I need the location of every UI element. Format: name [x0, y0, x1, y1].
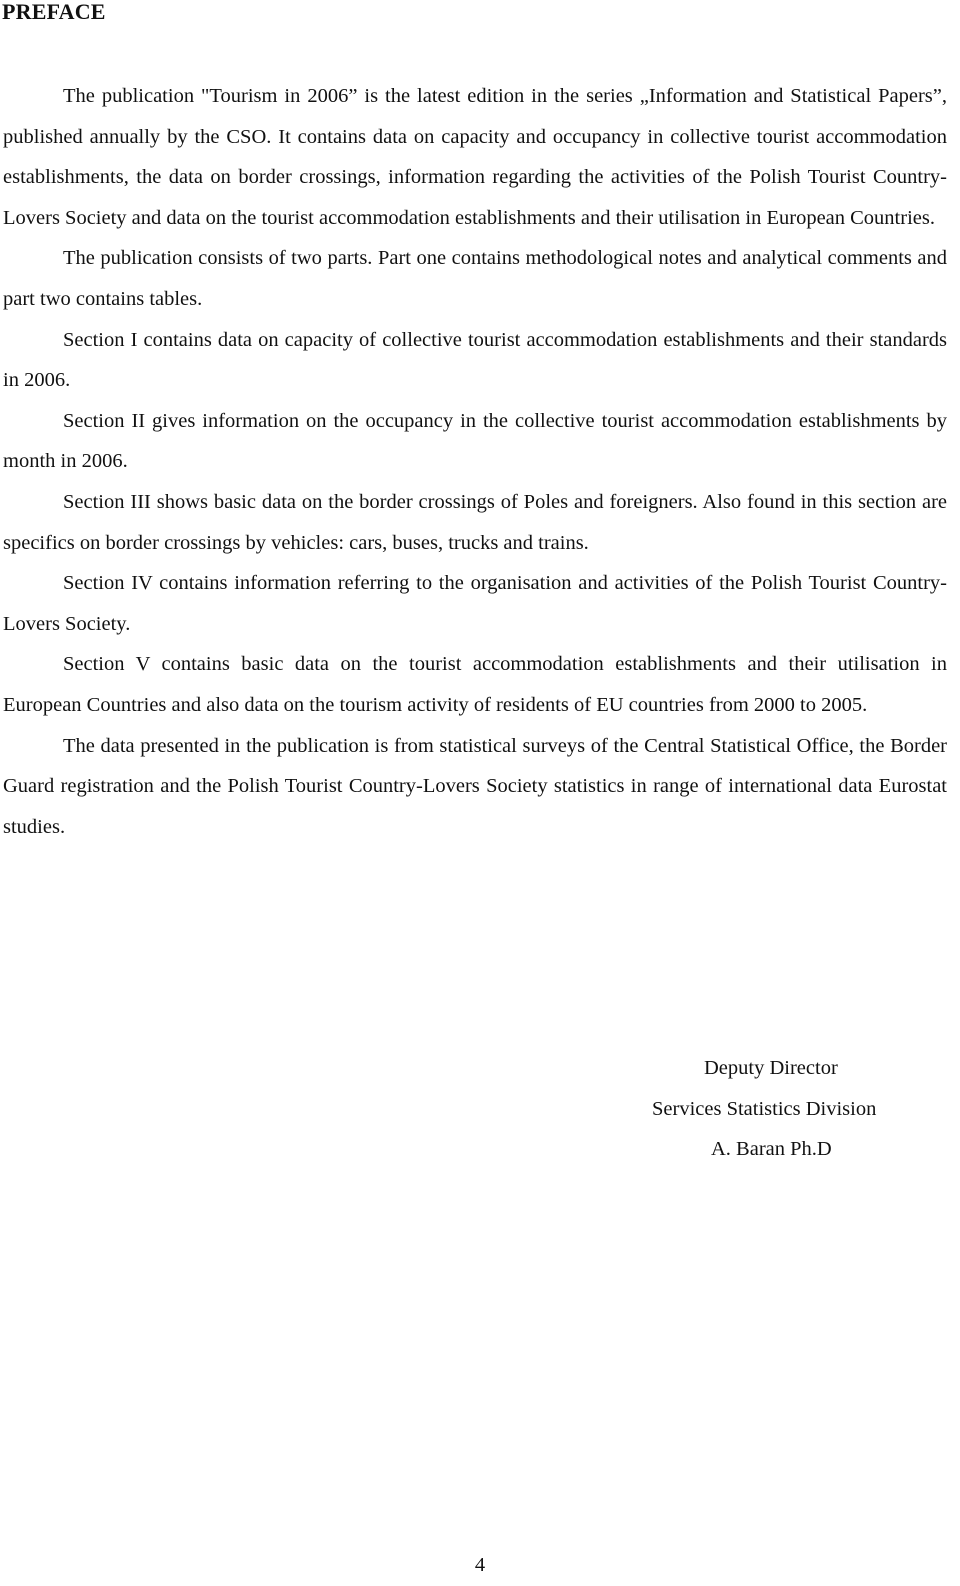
paragraph-section-2: Section II gives information on the occupancy in the collective tourist accommodation establishments by month in 2006. [3, 409, 947, 473]
preface-body [3, 76, 947, 847]
signature-block [600, 1048, 960, 1170]
paragraph-section-1: Section I contains data on capacity of collective tourist accommodation establishments and their standards in 2006. [3, 328, 947, 392]
paragraph-data-sources: The data presented in the publication is from statistical surveys of the Central Statistical Office, the Border Guard registration and the Polish Tourist Country-Lovers Society statistics in range of international data Eurostat studies. [3, 734, 947, 838]
signature-division: Services Statistics Division [652, 1097, 877, 1120]
paragraph-section-4: Section IV contains information referring to the organisation and activities of the Polish Tourist Country-Lovers Society. [3, 572, 947, 635]
page-title: PREFACE [2, 0, 106, 24]
signature-title: Deputy Director [704, 1057, 838, 1079]
paragraph-section-5: Section V contains basic data on the tourist accommodation establishments and their utilisation in European Countries and also data on the tourism activity of residents of EU countries from 2000 to 2005. [3, 653, 947, 716]
paragraph-section-3: Section III shows basic data on the border crossings of Poles and foreigners. Also found in this section are specifics on border crossings by vehicles: cars, buses, trucks and trains. [3, 490, 947, 554]
paragraph-parts: The publication consists of two parts. Part one contains methodological notes and analytical comments and part two contains tables. [3, 247, 947, 310]
signature-name: A. Baran Ph.D [711, 1138, 832, 1161]
paragraph-intro: The publication "Tourism in 2006” is the latest edition in the series „Information and Statistical Papers”, published annually by the CSO. It contains data on capacity and occupancy in collective tourist accommodation establishments, the data on border crossings, information regarding the activities of the Polish Tourist Country-Lovers Society and data on the tourist accommodation establishments and their utilisation in European Countries. [3, 85, 947, 229]
page-number: 4 [474, 1554, 486, 1576]
